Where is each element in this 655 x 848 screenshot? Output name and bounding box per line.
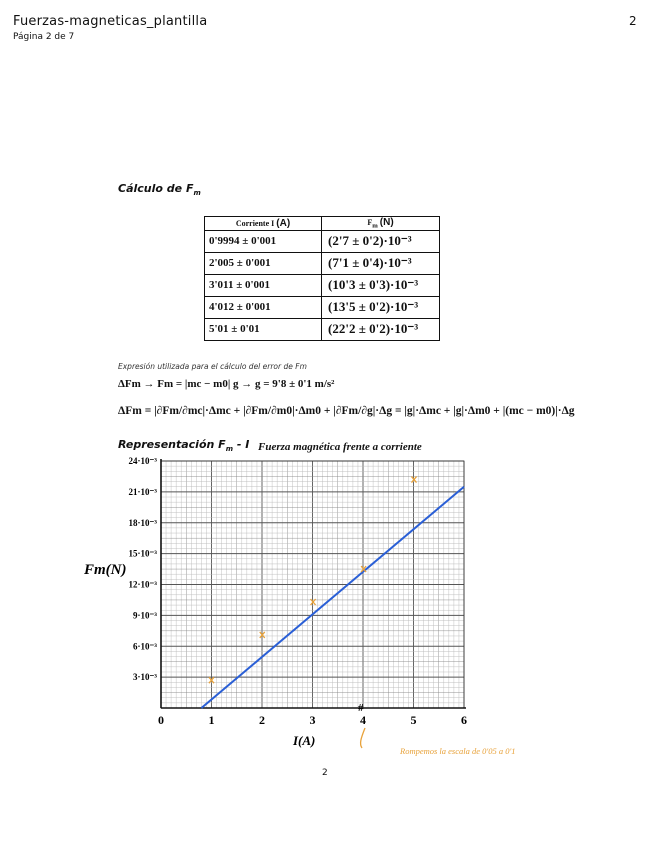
table-header-current: Corriente I (A) xyxy=(205,217,322,231)
force-cell: (13'5 ± 0'2)·10⁻³ xyxy=(322,296,440,318)
table-header-force: $F_m$ (N) xyxy=(322,217,440,231)
y-tick-label: 21·10⁻³ xyxy=(128,486,157,497)
x-tick-label: 2 xyxy=(259,713,265,727)
x-axis-label: I(A) xyxy=(293,733,316,748)
force-cell: (22'2 ± 0'2)·10⁻³ xyxy=(322,318,440,340)
y-axis-label: Fm(N) xyxy=(84,562,127,578)
y-tick-label: 6·10⁻³ xyxy=(133,641,157,652)
y-tick-label: 3·10⁻³ xyxy=(133,672,157,683)
page-number-top: 2 xyxy=(629,14,637,28)
x-tick-label: 1 xyxy=(208,713,215,727)
y-tick-label: 18·10⁻³ xyxy=(128,517,157,528)
scale-break-annotation: Rompemos la escala de 0'05 a 0'1 xyxy=(400,746,516,756)
document-title: Fuerzas-magneticas_plantilla xyxy=(13,14,208,29)
chart-axes xyxy=(161,459,466,708)
calc-section-title: Cálculo de $F_m$ xyxy=(118,182,201,198)
y-tick-label: 9·10⁻³ xyxy=(133,610,157,621)
x-tick-label: 4 xyxy=(360,713,366,727)
current-cell: 5'01 ± 0'01 xyxy=(205,318,322,340)
x-tick-label: 5 xyxy=(410,713,417,727)
handwritten-graph-title: Fuerza magnética frente a corriente xyxy=(258,441,422,453)
page-footer-number: 2 xyxy=(322,768,328,778)
y-tick-label: 24·10⁻³ xyxy=(128,456,157,466)
graph-section-title: Representación $F_m$ - I xyxy=(118,438,250,454)
current-cell: 2'005 ± 0'001 xyxy=(205,252,322,274)
x-tick-label: 0 xyxy=(158,713,164,727)
current-cell: 0'9994 ± 0'001 xyxy=(205,230,322,252)
force-equation: ΔFm → Fm = |mc − m0| g → g = 9'8 ± 0'1 m/s² xyxy=(118,378,335,390)
error-propagation-equation: ΔFm = |∂Fm/∂mc|·Δmc + |∂Fm/∂m0|·Δm0 + |∂Fm/∂g|·Δg = |g|·Δmc + |g|·Δm0 + |(mc − m0)|·Δg xyxy=(118,405,575,417)
x-tick-label: 6 xyxy=(461,713,467,727)
annotation-arrow xyxy=(361,728,365,748)
force-cell: (2'7 ± 0'2)·10⁻³ xyxy=(322,230,440,252)
force-cell: (7'1 ± 0'4)·10⁻³ xyxy=(322,252,440,274)
axis-break-mark: # xyxy=(358,702,364,714)
error-section-title: Expresión utilizada para el cálculo del error de Fm xyxy=(118,362,307,371)
current-cell: 3'011 ± 0'001 xyxy=(205,274,322,296)
y-tick-label: 12·10⁻³ xyxy=(128,579,157,590)
page-info: Página 2 de 7 xyxy=(13,32,75,42)
x-tick-label: 3 xyxy=(309,713,316,727)
grid-paper xyxy=(161,461,464,708)
y-tick-label: 15·10⁻³ xyxy=(128,548,157,559)
force-cell: (10'3 ± 0'3)·10⁻³ xyxy=(322,274,440,296)
current-cell: 4'012 ± 0'001 xyxy=(205,296,322,318)
